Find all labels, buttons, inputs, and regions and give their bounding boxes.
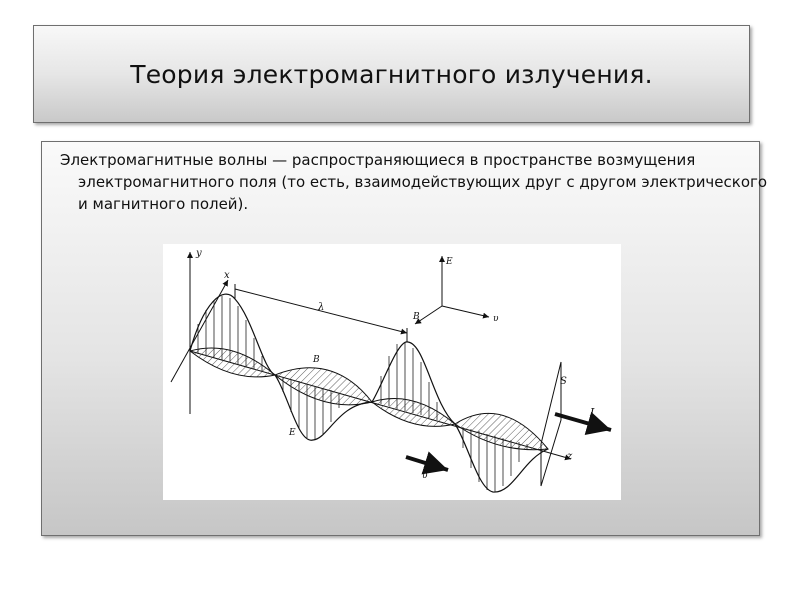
- slide-title: Теория электромагнитного излучения.: [130, 59, 653, 89]
- e-field-label: E: [289, 428, 296, 438]
- em-wave-svg: [163, 244, 621, 500]
- wavelength-label: λ: [318, 302, 325, 313]
- b-field-lobe-4: [455, 413, 548, 449]
- intensity-arrow: [555, 414, 611, 430]
- definition-paragraph: Электромагнитные волны — распространяющиеся в пространстве возмущения электромагнитного поля (то есть, взаимодействующих друг с другом электрического и магнитного полей).: [60, 151, 768, 213]
- x-axis-label: x: [224, 270, 230, 281]
- triad-v-axis: [442, 306, 489, 317]
- triad-e-label: E: [446, 257, 453, 267]
- z-axis-label: z: [567, 451, 573, 462]
- y-axis-label: y: [196, 248, 202, 259]
- s-plane: [541, 362, 561, 486]
- triad-v-label: υ: [493, 314, 499, 324]
- content-box: [41, 141, 768, 536]
- intensity-label: I: [590, 406, 595, 419]
- b-field-lobe-3: [372, 398, 455, 426]
- triad-b-label: B: [413, 312, 420, 322]
- b-field-label: B: [313, 355, 320, 365]
- em-wave-diagram: [163, 244, 621, 500]
- velocity-label: υ: [422, 471, 428, 481]
- velocity-arrow: [406, 457, 448, 470]
- s-plane-label: S: [560, 376, 567, 387]
- title-box: [33, 25, 750, 123]
- b-field-lobe-2: [275, 368, 372, 405]
